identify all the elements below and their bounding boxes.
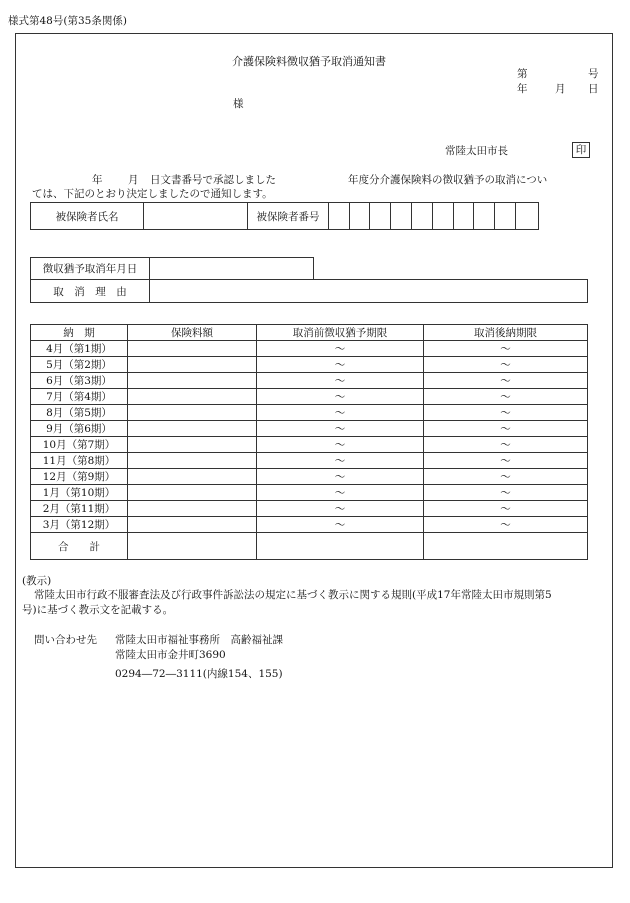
period-cell: 6月（第3期）: [31, 373, 128, 389]
header-before-deadline: 取消前徴収猶予期限: [257, 325, 424, 341]
insured-name-cell[interactable]: [144, 203, 248, 230]
after-deadline-cell[interactable]: 〜: [424, 501, 588, 517]
schedule-row: [31, 517, 588, 533]
date-label-year: 年: [517, 83, 528, 95]
issuer: 常陸太田市長: [445, 145, 508, 157]
after-deadline-cell[interactable]: 〜: [424, 373, 588, 389]
number-label-left: 第: [517, 68, 528, 80]
before-deadline-cell[interactable]: 〜: [257, 469, 424, 485]
before-deadline-cell[interactable]: 〜: [257, 341, 424, 357]
period-cell: 5月（第2期）: [31, 357, 128, 373]
total-after-cell: [424, 533, 588, 560]
before-deadline-cell[interactable]: 〜: [257, 389, 424, 405]
contact-label: 問い合わせ先: [34, 634, 97, 646]
after-deadline-cell[interactable]: 〜: [424, 405, 588, 421]
schedule-row: [31, 357, 588, 373]
after-deadline-cell[interactable]: 〜: [424, 469, 588, 485]
amount-cell[interactable]: [128, 373, 257, 389]
form-number: 様式第48号(第35条関係): [8, 15, 127, 27]
intro-fiscal-text: 年度分介護保険料の徴収猶予の取消につい: [348, 174, 548, 186]
notice-line-1: 常陸太田市行政不服審査法及び行政事件訴訟法の規定に基づく教示に関する規則(平成17年常陸太田市規則第5: [34, 589, 552, 601]
amount-cell[interactable]: [128, 517, 257, 533]
document-title: 介護保険料徴収猶予取消通知書: [232, 55, 386, 68]
before-deadline-cell[interactable]: 〜: [257, 421, 424, 437]
schedule-row: [31, 469, 588, 485]
total-before-cell: [257, 533, 424, 560]
before-deadline-cell[interactable]: 〜: [257, 357, 424, 373]
after-deadline-cell[interactable]: 〜: [424, 517, 588, 533]
amount-cell[interactable]: [128, 405, 257, 421]
period-cell: 11月（第8期）: [31, 453, 128, 469]
total-label: 合 計: [31, 533, 128, 560]
amount-cell[interactable]: [128, 469, 257, 485]
schedule-row: [31, 453, 588, 469]
addressee-suffix: 様: [233, 98, 244, 110]
contact-address: 常陸太田市金井町3690: [115, 649, 226, 661]
schedule-header-row: [31, 325, 588, 341]
period-cell: 7月（第4期）: [31, 389, 128, 405]
insured-number-digit[interactable]: [391, 203, 412, 230]
insured-number-digit[interactable]: [432, 203, 453, 230]
insured-number-digit[interactable]: [474, 203, 495, 230]
period-cell: 10月（第7期）: [31, 437, 128, 453]
after-deadline-cell[interactable]: 〜: [424, 357, 588, 373]
intro-year: 年: [92, 174, 103, 186]
insured-table: [30, 202, 539, 230]
before-deadline-cell[interactable]: 〜: [257, 405, 424, 421]
header-period: 納 期: [31, 325, 128, 341]
intro-month: 月: [128, 174, 139, 186]
insured-number-digit[interactable]: [349, 203, 370, 230]
insured-number-digit[interactable]: [370, 203, 391, 230]
insured-name-label: 被保険者氏名: [31, 203, 144, 230]
before-deadline-cell[interactable]: 〜: [257, 373, 424, 389]
schedule-row: [31, 405, 588, 421]
date-label-day: 日: [588, 83, 599, 95]
after-deadline-cell[interactable]: 〜: [424, 341, 588, 357]
schedule-row: [31, 437, 588, 453]
after-deadline-cell[interactable]: 〜: [424, 453, 588, 469]
before-deadline-cell[interactable]: 〜: [257, 517, 424, 533]
period-cell: 4月（第1期）: [31, 341, 128, 357]
before-deadline-cell[interactable]: 〜: [257, 485, 424, 501]
insured-number-digit[interactable]: [453, 203, 474, 230]
schedule-row: [31, 421, 588, 437]
schedule-row: [31, 341, 588, 357]
schedule-row: [31, 373, 588, 389]
cancel-date-table: [30, 257, 314, 280]
schedule-table: [30, 324, 588, 560]
cancel-reason-table: [30, 279, 588, 303]
period-cell: 12月（第9期）: [31, 469, 128, 485]
amount-cell[interactable]: [128, 501, 257, 517]
cancel-date-cell[interactable]: [150, 258, 314, 280]
contact-phone: 0294―72―3111(内線154、155): [115, 668, 283, 680]
notice-heading: (教示): [22, 575, 52, 587]
after-deadline-cell[interactable]: 〜: [424, 389, 588, 405]
total-amount-cell[interactable]: [128, 533, 257, 560]
amount-cell[interactable]: [128, 341, 257, 357]
intro-day-text: 日文書番号で承認しました: [150, 174, 276, 186]
period-cell: 9月（第6期）: [31, 421, 128, 437]
contact-office: 常陸太田市福祉事務所 高齢福祉課: [115, 634, 283, 646]
insured-number-digit[interactable]: [411, 203, 432, 230]
insured-number-digit[interactable]: [495, 203, 516, 230]
cancel-date-label: 徴収猶予取消年月日: [31, 258, 150, 280]
before-deadline-cell[interactable]: 〜: [257, 501, 424, 517]
intro-line-2: ては、下記のとおり決定しましたので通知します。: [32, 188, 273, 200]
total-row: [31, 533, 588, 560]
insured-number-label: 被保険者番号: [248, 203, 328, 230]
date-label-month: 月: [555, 83, 566, 95]
cancel-reason-cell[interactable]: [150, 280, 588, 303]
after-deadline-cell[interactable]: 〜: [424, 421, 588, 437]
after-deadline-cell[interactable]: 〜: [424, 485, 588, 501]
schedule-row: [31, 485, 588, 501]
header-after-deadline: 取消後納期限: [424, 325, 588, 341]
schedule-row: [31, 501, 588, 517]
after-deadline-cell[interactable]: 〜: [424, 437, 588, 453]
period-cell: 2月（第11期）: [31, 501, 128, 517]
period-cell: 3月（第12期）: [31, 517, 128, 533]
period-cell: 1月（第10期）: [31, 485, 128, 501]
before-deadline-cell[interactable]: 〜: [257, 453, 424, 469]
insured-number-digit[interactable]: [516, 203, 539, 230]
period-cell: 8月（第5期）: [31, 405, 128, 421]
amount-cell[interactable]: [128, 357, 257, 373]
amount-cell[interactable]: [128, 389, 257, 405]
cancel-reason-label: 取 消 理 由: [31, 280, 150, 303]
header-amount: 保険料額: [128, 325, 257, 341]
seal-box: 印: [572, 142, 590, 158]
insured-number-digit[interactable]: [328, 203, 349, 230]
number-label-right: 号: [588, 68, 599, 80]
amount-cell[interactable]: [128, 421, 257, 437]
amount-cell[interactable]: [128, 485, 257, 501]
amount-cell[interactable]: [128, 437, 257, 453]
amount-cell[interactable]: [128, 453, 257, 469]
notice-line-2: 号)に基づく教示文を記載する。: [22, 604, 174, 616]
schedule-row: [31, 389, 588, 405]
before-deadline-cell[interactable]: 〜: [257, 437, 424, 453]
